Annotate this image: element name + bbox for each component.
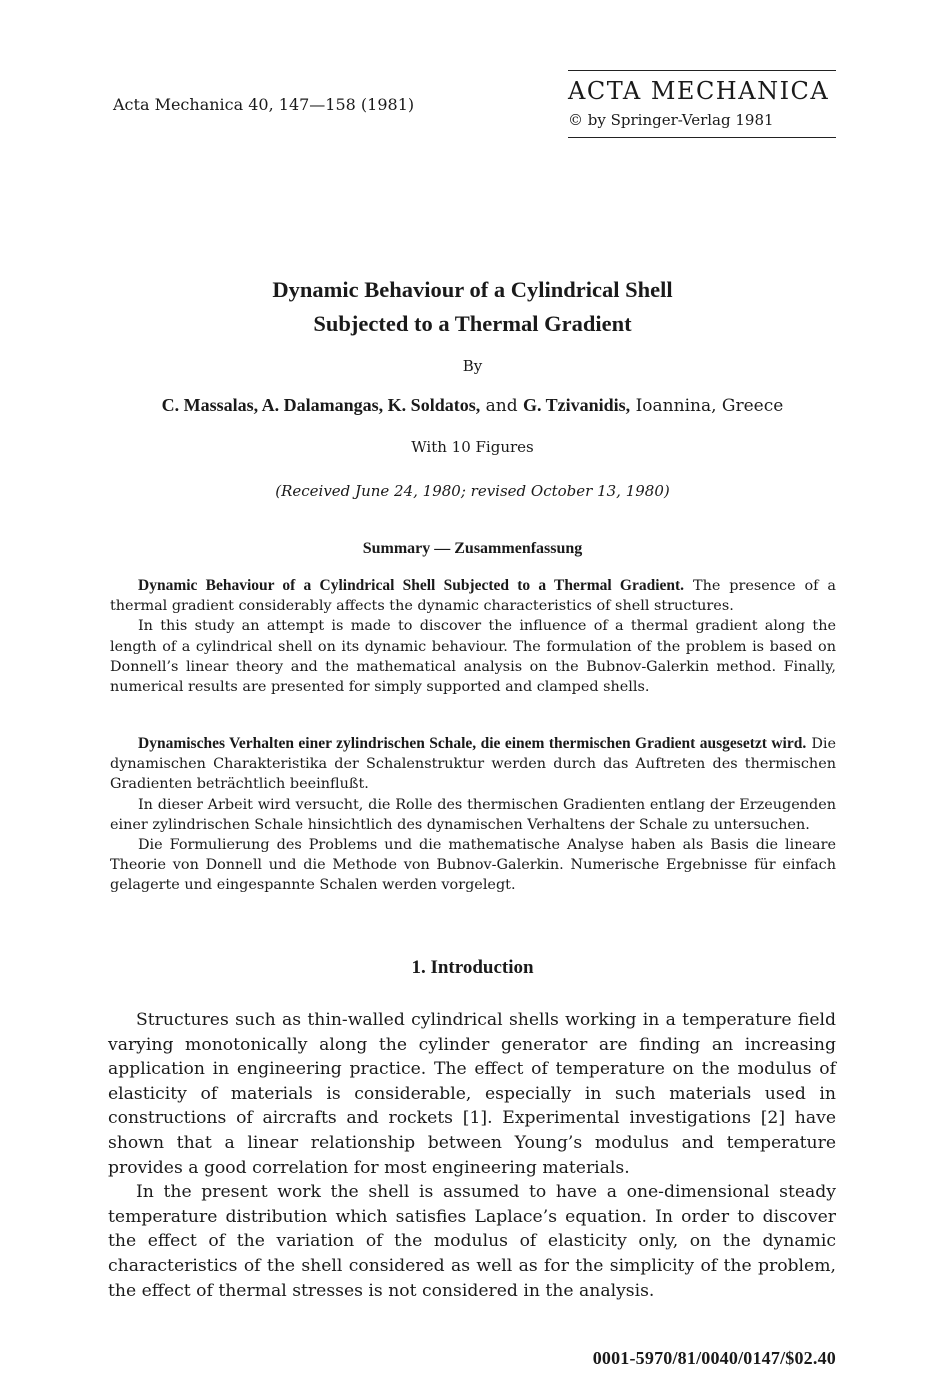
authors-and: and	[485, 396, 518, 416]
journal-name: ACTA MECHANICA	[568, 77, 830, 105]
summary-en-paragraph-2: In this study an attempt is made to discover the influence of a thermal gradient along the length of a cylindrical shell on its dynamic behaviour. The formulation of the problem is based on Donnell’s linear theory and the mathematical analysis on the Bubnov-Galerkin method. Finally, numerical results are presented for simply supported and clamped shells.	[110, 618, 836, 696]
summary-en-text-1: The presence of a thermal gradient considerably affects the dynamic characteristics of shell structures.	[110, 578, 836, 615]
journal-citation: Acta Mechanica 40, 147—158 (1981)	[113, 95, 415, 114]
received-dates: (Received June 24, 1980; revised October 13, 1980)	[275, 482, 670, 500]
summary-de-paragraph-3: Die Formulierung des Problems und die mathematische Analyse haben als Basis die lineare Theorie von Donnell und die Methode von Bubnov-Galerkin. Numerische Ergebnisse für einfach gelagerte und eingespannte Schalen werden vorgelegt.	[110, 837, 836, 894]
summary-english	[110, 576, 836, 697]
journal-masthead	[568, 70, 836, 138]
summary-en-lead: Dynamic Behaviour of a Cylindrical Shell Subjected to a Thermal Gradient.	[138, 577, 685, 594]
by-line: By	[462, 357, 483, 375]
summary-de-paragraph-1	[110, 734, 836, 795]
title-line-1: Dynamic Behaviour of a Cylindrical Shell	[272, 277, 673, 302]
masthead-top-rule	[568, 70, 836, 71]
summary-en-paragraph-1	[110, 576, 836, 616]
authors-first: C. Massalas, A. Dalamangas, K. Soldatos,	[161, 395, 481, 415]
author-list	[0, 395, 945, 416]
authors-last: G. Tzivanidis,	[522, 395, 631, 415]
price-code: 0001-5970/81/0040/0147/$02.40	[592, 1348, 836, 1368]
introduction-heading: 1. Introduction	[411, 957, 534, 978]
introduction-body	[108, 1008, 836, 1303]
article-title	[0, 273, 945, 341]
summary-german	[110, 734, 836, 896]
summary-de-lead: Dynamisches Verhalten einer zylindrischen Schale, die einem thermischen Gradient ausgesetzt wird.	[138, 735, 807, 752]
title-line-2: Subjected to a Thermal Gradient	[313, 311, 632, 336]
figures-note: With 10 Figures	[411, 438, 534, 456]
copyright-notice: © by Springer-Verlag 1981	[568, 111, 774, 129]
summary-de-paragraph-2: In dieser Arbeit wird versucht, die Rolle des thermischen Gradienten entlang der Erzeugenden einer zylindrischen Schale hinsichtlich des dynamischen Verhaltens der Schale zu untersuchen.	[110, 796, 836, 833]
masthead-bottom-rule	[568, 137, 836, 138]
summary-de-text-1: Die dynamischen Charakteristika der Schalenstruktur werden durch das Auftreten des thermischen Gradienten beträchtlich beeinflußt.	[110, 736, 836, 793]
affiliation: Ioannina, Greece	[635, 396, 784, 416]
introduction-paragraph-1: Structures such as thin-walled cylindrical shells working in a temperature field varying monotonically along the cylinder generator are finding an increasing application in engineering practice. The effect of temperature on the modulus of elasticity of materials is considerable, especially in such materials used in constructions of aircrafts and rockets [1]. Experimental investigations [2] have shown that a linear relationship between Young’s modulus and temperature provides a good correlation for most engineering materials.	[108, 1010, 836, 1178]
introduction-paragraph-2: In the present work the shell is assumed to have a one-dimensional steady temperature distribution which satisfies Laplace’s equation. In order to discover the effect of the variation of the modulus of elasticity only, on the dynamic characteristics of the shell considered as well as for the simplicity of the problem, the effect of thermal stresses is not considered in the analysis.	[108, 1182, 836, 1301]
summary-heading: Summary — Zusammenfassung	[362, 540, 583, 557]
